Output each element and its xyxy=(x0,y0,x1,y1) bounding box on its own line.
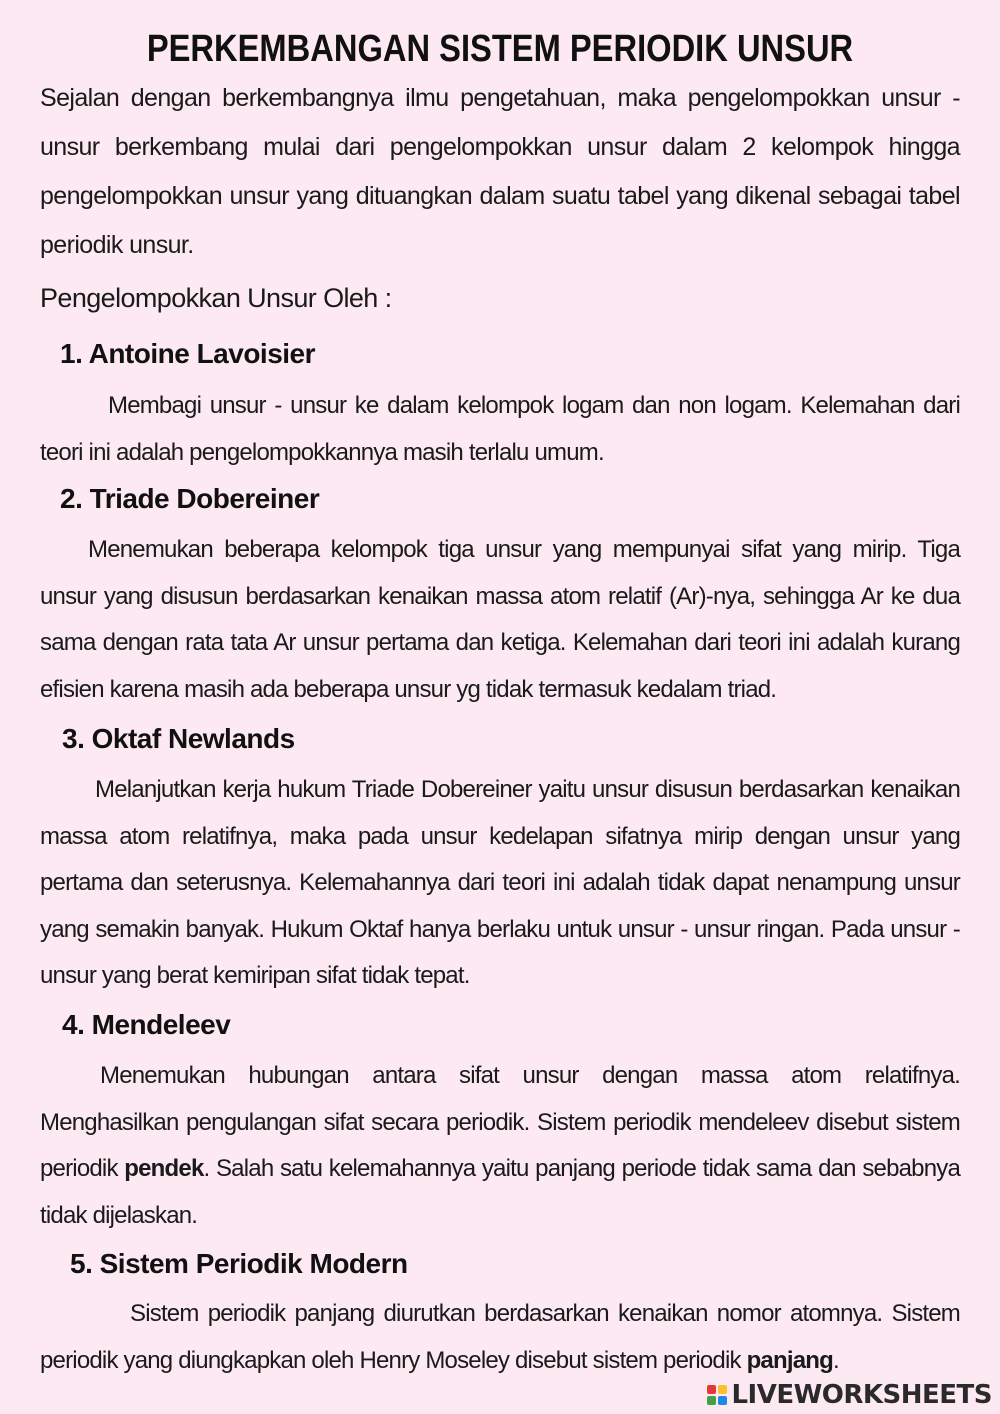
heading-dobereiner: 2. Triade Dobereiner xyxy=(60,483,320,514)
body-modern-bold: panjang xyxy=(746,1346,833,1374)
logo-square-green xyxy=(707,1396,716,1405)
heading-mendeleev: 4. Mendeleev xyxy=(62,1009,231,1040)
logo-square-red xyxy=(707,1385,716,1394)
liveworksheets-watermark xyxy=(707,1380,992,1410)
liveworksheets-logo-icon xyxy=(707,1385,727,1405)
body-newlands: Melanjutkan kerja hukum Triade Dobereiner yaitu unsur disusun berdasarkan kenaikan massa atom relatifnya, maka pada unsur kedelapan sifatnya mirip dengan unsur yang pertama dan seterusnya. Kelemahannya dari teori ini adalah tidak dapat nenampung unsur yang semakin banyak. Hukum Oktaf hanya berlaku untuk unsur - unsur ringan. Pada unsur - unsur yang berat kemiripan sifat tidak tepat. xyxy=(40,776,960,989)
heading-lavoisier: 1. Antoine Lavoisier xyxy=(60,338,316,369)
logo-square-yellow xyxy=(718,1385,727,1394)
heading-modern: 5. Sistem Periodik Modern xyxy=(70,1248,408,1279)
section-subtitle: Pengelompokkan Unsur Oleh : xyxy=(40,283,392,313)
intro-paragraph: Sejalan dengan berkembangnya ilmu pengetahuan, maka pengelompokkan unsur - unsur berkembang mulai dari pengelompokkan unsur dalam 2 kelompok hingga pengelompokkan unsur yang dituangkan dalam suatu tabel yang dikenal sebagai tabel periodik unsur. xyxy=(40,84,960,259)
logo-square-blue xyxy=(718,1396,727,1405)
body-mendeleev xyxy=(40,1053,960,1239)
body-modern-text-2: . xyxy=(832,1346,839,1374)
heading-newlands: 3. Oktaf Newlands xyxy=(62,723,295,754)
watermark-text: LIVEWORKSHEETS xyxy=(731,1380,992,1410)
body-lavoisier: Membagi unsur - unsur ke dalam kelompok logam dan non logam. Kelemahan dari teori ini adalah pengelompokkannya masih terlalu umum. xyxy=(40,392,960,466)
body-mendeleev-bold: pendek xyxy=(124,1155,204,1182)
page-title: PERKEMBANGAN SISTEM PERIODIK UNSUR xyxy=(146,28,854,70)
body-dobereiner: Menemukan beberapa kelompok tiga unsur yang mempunyai sifat yang mirip. Tiga unsur yang disusun berdasarkan kenaikan massa atom relatif (Ar)-nya, sehingga Ar ke dua sama dengan rata tata Ar unsur pertama dan ketiga. Kelemahan dari teori ini adalah kurang efisien karena masih ada beberapa unsur yg tidak termasuk kedalam triad. xyxy=(40,536,960,703)
body-mendeleev-text-2: . Salah satu kelemahannya yaitu panjang periode tidak sama dan sebabnya tidak dijelaskan. xyxy=(40,1155,961,1229)
body-modern-text-1: Sistem periodik panjang diurutkan berdasarkan kenaikan nomor atomnya. Sistem periodik yang diungkapkan oleh Henry Moseley disebut sistem periodik xyxy=(40,1300,960,1374)
body-modern xyxy=(40,1291,960,1384)
body-mendeleev-text-1: Menemukan hubungan antara sifat unsur dengan massa atom relatifnya. Menghasilkan pengulangan sifat secara periodik. Sistem periodik mendeleev disebut sistem periodik xyxy=(40,1062,960,1182)
